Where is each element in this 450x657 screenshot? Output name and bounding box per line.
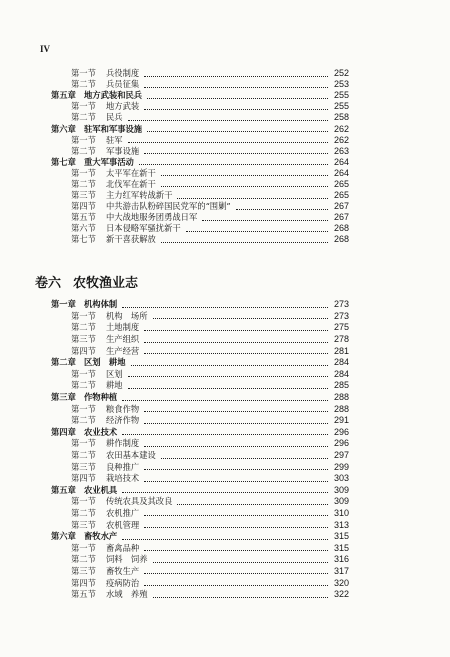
entry-page-number: 255 (334, 101, 350, 112)
toc-section-entry (0, 496, 450, 508)
toc-section-entry (0, 112, 450, 123)
toc-section-entry (0, 146, 450, 157)
entry-page-number: 291 (334, 415, 350, 426)
page-number: IV (40, 44, 51, 54)
toc-section-entry (0, 519, 450, 531)
dot-leader (122, 399, 328, 401)
entry-title: 地方武装 (106, 101, 140, 112)
toc-chapter-entry (0, 531, 450, 543)
entry-page-number: 315 (334, 531, 350, 542)
dot-leader (131, 364, 329, 366)
dot-leader (144, 468, 328, 470)
entry-number: 第三章 (51, 392, 76, 403)
entry-number: 第三节 (71, 334, 96, 345)
dot-leader (236, 208, 328, 210)
entry-number: 第一节 (71, 101, 96, 112)
entry-title: 饲料 饲养 (106, 554, 148, 565)
toc-section-entry (0, 542, 450, 554)
entry-page-number: 284 (334, 368, 350, 379)
entry-page-number: 268 (334, 234, 350, 245)
volume-heading (35, 272, 138, 291)
entry-page-number: 263 (334, 145, 350, 156)
toc-section-entry (0, 135, 450, 146)
toc-section-entry (0, 380, 450, 392)
entry-number: 第二节 (71, 112, 96, 123)
entry-number: 第一章 (51, 299, 76, 310)
entry-page-number: 268 (334, 223, 350, 234)
entry-title: 耕地 (106, 380, 123, 391)
entry-number: 第二节 (71, 178, 96, 189)
entry-page-number: 288 (334, 403, 350, 414)
toc-section-entry (0, 223, 450, 234)
toc-section-entry (0, 415, 450, 427)
entry-title: 农业技术 (84, 426, 118, 437)
entry-title: 军事设施 (106, 145, 140, 156)
dot-leader (144, 445, 328, 447)
entry-number: 第二节 (71, 322, 96, 333)
entry-title: 北伐军在新干 (106, 178, 156, 189)
dot-leader (144, 329, 328, 331)
entry-number: 第三节 (71, 461, 96, 472)
entry-number: 第一节 (71, 167, 96, 178)
toc-chapter-entry (0, 157, 450, 168)
entry-title: 中共游击队粉碎国民党军的“围剿” (106, 201, 231, 212)
dot-leader (144, 572, 328, 574)
entry-title: 水域 养殖 (106, 589, 148, 600)
entry-page-number: 322 (334, 589, 350, 600)
entry-page-number: 313 (334, 519, 350, 530)
entry-number: 第四章 (51, 426, 76, 437)
entry-page-number: 281 (334, 345, 350, 356)
toc-chapter-entry (0, 392, 450, 404)
dot-leader (144, 341, 328, 343)
entry-title: 生产组织 (106, 334, 140, 345)
entry-number: 第三节 (71, 565, 96, 576)
entry-title: 兵员征集 (106, 79, 140, 90)
entry-page-number: 252 (334, 68, 350, 79)
entry-page-number: 296 (334, 426, 350, 437)
entry-title: 日本侵略军骚扰新干 (106, 223, 181, 234)
entry-number: 第一节 (71, 134, 96, 145)
entry-title: 经济作物 (106, 415, 140, 426)
entry-title: 良种推广 (106, 461, 140, 472)
entry-title: 新干喜获解放 (106, 234, 156, 245)
entry-number: 第五章 (51, 484, 76, 495)
entry-number: 第三节 (71, 519, 96, 530)
toc-chapter-entry (0, 299, 450, 311)
toc-section-entry (0, 450, 450, 462)
toc-section-entry (0, 334, 450, 346)
entry-title: 驻军和军事设施 (84, 123, 143, 134)
entry-title: 区划 (106, 368, 123, 379)
toc-list-bottom (0, 299, 450, 600)
entry-number: 第六节 (71, 223, 96, 234)
toc-section-entry (0, 369, 450, 381)
entry-title: 传统农具及其改良 (106, 496, 173, 507)
entry-title: 粮食作物 (106, 403, 140, 414)
entry-number: 第二节 (71, 145, 96, 156)
entry-number: 第二章 (51, 357, 76, 368)
toc-section-entry (0, 577, 450, 589)
entry-number: 第六章 (51, 531, 76, 542)
dot-leader (144, 422, 328, 424)
toc-section-entry (0, 168, 450, 179)
entry-number: 第二节 (71, 507, 96, 518)
entry-title: 重大军事活动 (84, 156, 134, 167)
entry-page-number: 285 (334, 380, 350, 391)
entry-title: 中大战地服务团勇战日军 (106, 212, 198, 223)
dot-leader (147, 97, 328, 99)
dot-leader (144, 75, 328, 77)
dot-leader (153, 561, 329, 563)
entry-number: 第二节 (71, 415, 96, 426)
dot-leader (153, 317, 329, 319)
entry-title: 太平军在新干 (106, 167, 156, 178)
entry-page-number: 303 (334, 473, 350, 484)
volume-title: 农牧渔业志 (73, 276, 139, 291)
entry-number: 第七章 (51, 156, 76, 167)
entry-title: 区划 耕地 (84, 357, 126, 368)
entry-page-number: 288 (334, 392, 350, 403)
dot-leader (128, 119, 328, 121)
entry-number: 第一节 (71, 542, 96, 553)
volume-number: 卷六 (35, 276, 62, 291)
entry-title: 机构 场所 (106, 310, 148, 321)
entry-title: 主力红军转战新干 (106, 190, 173, 201)
dot-leader (128, 141, 328, 143)
entry-number: 第一节 (71, 310, 96, 321)
entry-title: 民兵 (106, 112, 123, 123)
entry-number: 第一节 (71, 68, 96, 79)
entry-title: 兵役制度 (106, 68, 140, 79)
entry-page-number: 262 (334, 123, 350, 134)
toc-section-entry (0, 461, 450, 473)
entry-page-number: 264 (334, 167, 350, 178)
entry-page-number: 265 (334, 178, 350, 189)
dot-leader (122, 433, 328, 435)
entry-page-number: 320 (334, 577, 350, 588)
entry-number: 第五节 (71, 589, 96, 600)
dot-leader (144, 86, 328, 88)
dot-leader (122, 306, 328, 308)
toc-section-entry (0, 79, 450, 90)
entry-page-number: 275 (334, 322, 350, 333)
dot-leader (122, 538, 328, 540)
dot-leader (122, 491, 328, 493)
toc-section-entry (0, 438, 450, 450)
toc-section-entry (0, 566, 450, 578)
toc-chapter-entry (0, 90, 450, 101)
entry-page-number: 258 (334, 112, 350, 123)
entry-number: 第一节 (71, 403, 96, 414)
entry-number: 第四节 (71, 577, 96, 588)
entry-number: 第五章 (51, 90, 76, 101)
dot-leader (161, 185, 328, 187)
toc-section-entry (0, 508, 450, 520)
toc-section-entry (0, 212, 450, 223)
entry-number: 第二节 (71, 450, 96, 461)
dot-leader (161, 241, 328, 243)
entry-title: 作物种植 (84, 392, 118, 403)
entry-page-number: 317 (334, 565, 350, 576)
entry-page-number: 273 (334, 299, 350, 310)
entry-title: 地方武装和民兵 (84, 90, 143, 101)
entry-page-number: 267 (334, 201, 350, 212)
entry-page-number: 278 (334, 334, 350, 345)
dot-leader (144, 352, 328, 354)
entry-title: 畜禽品种 (106, 542, 140, 553)
entry-title: 生产经营 (106, 345, 140, 356)
toc-section-entry (0, 322, 450, 334)
toc-section-entry (0, 68, 450, 79)
toc-section-entry (0, 234, 450, 245)
entry-page-number: 299 (334, 461, 350, 472)
entry-page-number: 255 (334, 90, 350, 101)
entry-title: 农业机具 (84, 484, 118, 495)
toc-section-entry (0, 554, 450, 566)
entry-page-number: 262 (334, 134, 350, 145)
dot-leader (139, 163, 328, 165)
entry-number: 第四节 (71, 201, 96, 212)
toc-chapter-entry (0, 357, 450, 369)
entry-title: 驻军 (106, 134, 123, 145)
entry-title: 土地制度 (106, 322, 140, 333)
entry-number: 第七节 (71, 234, 96, 245)
dot-leader (177, 197, 328, 199)
dot-leader (202, 219, 328, 221)
toc-section-entry (0, 403, 450, 415)
dot-leader (153, 596, 329, 598)
dot-leader (177, 503, 328, 505)
dot-leader (161, 174, 328, 176)
entry-page-number: 309 (334, 484, 350, 495)
entry-number: 第二节 (71, 380, 96, 391)
entry-title: 耕作制度 (106, 438, 140, 449)
entry-number: 第五节 (71, 212, 96, 223)
dot-leader (144, 526, 328, 528)
entry-title: 农田基本建设 (106, 450, 156, 461)
dot-leader (128, 387, 328, 389)
entry-title: 疫病防治 (106, 577, 140, 588)
dot-leader (144, 549, 328, 551)
entry-number: 第二节 (71, 79, 96, 90)
toc-section-entry (0, 201, 450, 212)
dot-leader (147, 130, 328, 132)
dot-leader (144, 152, 328, 154)
toc-chapter-entry (0, 123, 450, 134)
dot-leader (144, 584, 328, 586)
entry-title: 栽培技术 (106, 473, 140, 484)
entry-page-number: 315 (334, 542, 350, 553)
entry-page-number: 296 (334, 438, 350, 449)
dot-leader (144, 108, 328, 110)
entry-title: 畜牧水产 (84, 531, 118, 542)
entry-title: 机构体制 (84, 299, 118, 310)
toc-section-entry (0, 473, 450, 485)
toc-chapter-entry (0, 485, 450, 497)
toc-section-entry (0, 179, 450, 190)
dot-leader (144, 480, 328, 482)
toc-section-entry (0, 101, 450, 112)
entry-title: 农机管理 (106, 519, 140, 530)
entry-page-number: 316 (334, 554, 350, 565)
toc-section-entry (0, 345, 450, 357)
toc-section-entry (0, 589, 450, 601)
entry-page-number: 297 (334, 450, 350, 461)
dot-leader (186, 230, 328, 232)
entry-page-number: 265 (334, 190, 350, 201)
entry-number: 第四节 (71, 473, 96, 484)
entry-page-number: 253 (334, 79, 350, 90)
entry-number: 第四节 (71, 345, 96, 356)
toc-section-entry (0, 311, 450, 323)
entry-page-number: 284 (334, 357, 350, 368)
entry-page-number: 310 (334, 507, 350, 518)
toc-list-top (0, 68, 450, 246)
entry-number: 第二节 (71, 554, 96, 565)
entry-page-number: 273 (334, 310, 350, 321)
dot-leader (144, 514, 328, 516)
entry-number: 第一节 (71, 368, 96, 379)
entry-title: 农机推广 (106, 507, 140, 518)
dot-leader (144, 410, 328, 412)
entry-page-number: 309 (334, 496, 350, 507)
entry-title: 畜牧生产 (106, 565, 140, 576)
dot-leader (128, 375, 328, 377)
toc-section-entry (0, 190, 450, 201)
entry-number: 第三节 (71, 190, 96, 201)
entry-page-number: 264 (334, 156, 350, 167)
entry-number: 第六章 (51, 123, 76, 134)
entry-page-number: 267 (334, 212, 350, 223)
dot-leader (161, 457, 328, 459)
toc-chapter-entry (0, 427, 450, 439)
entry-number: 第一节 (71, 496, 96, 507)
entry-number: 第一节 (71, 438, 96, 449)
